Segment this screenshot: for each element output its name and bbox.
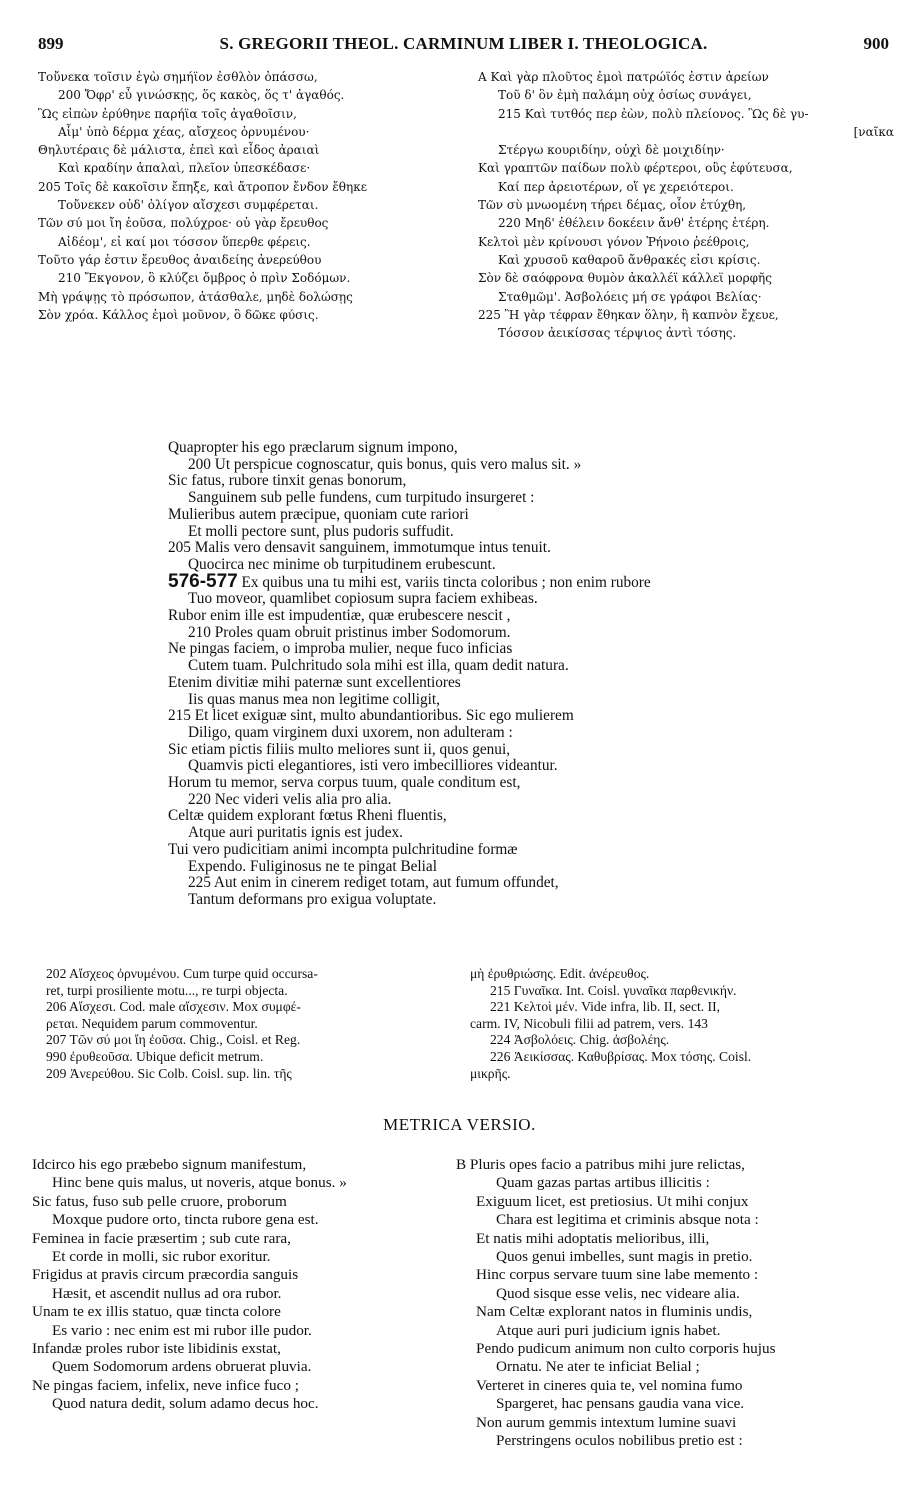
greek-line: Σὸν δὲ σαόφρονα θυμὸν ἀκαλλέϊ κάλλεϊ μορφῆς — [478, 271, 772, 286]
greek-text-left-column — [38, 68, 456, 324]
greek-line: 210 Ἔκγονον, ὃ κλύζει ὄμβρος ὁ πρὶν Σοδόμων. — [58, 271, 351, 286]
verse-line: Et natis mihi adoptatis melioribus, illi, — [476, 1229, 710, 1247]
greek-line: Τῶν σὺ μνωομένη τήρει δέμας, οἷον ἐτύχθη, — [478, 198, 747, 213]
greek-line: 220 Μηδ' ἐθέλειν δοκέειν ἄνθ' ἑτέρης ἑτέρη. — [498, 216, 770, 231]
greek-line: Τοῦ δ' ὃν ἐμὴ παλάμη οὐχ ὁσίως συνάγει, — [498, 88, 752, 103]
latin-line: Horum tu memor, serva corpus tuum, quale conditum est, — [168, 774, 521, 792]
latin-line: 200 Ut perspicue cognoscatur, quis bonus, quis vero malus sit. » — [188, 455, 582, 473]
greek-line: Σταθμῶμ'. Ἀσβολόεις μή σε γράφοι Βελίας· — [498, 289, 762, 304]
latin-line: Sic etiam pictis filiis multo meliores sunt ii, quos genui, — [168, 740, 511, 758]
footnote-line: 207 Τῶν σύ μοι ἴη ἐοῦσα. Chig., Coisl. et Reg. — [46, 1032, 301, 1048]
footnote-line: 226 Ἀεικίσσας. Καθυβρίσας. Mox τόσης. Coisl. — [490, 1048, 752, 1064]
verse-line: Et corde in molli, sic rubor exoritur. — [52, 1248, 271, 1266]
footnotes-right-column — [470, 966, 900, 1082]
greek-line: 225 Ἢ γὰρ τέφραν ἔθηκαν ὅλην, ἢ καπνὸν ἔχευε, — [478, 307, 779, 322]
latin-line: Cutem tuam. Pulchritudo sola mihi est illa, quam dedit natura. — [188, 657, 569, 675]
greek-line: Τοὔνεκα τοῖσιν ἐγὼ σημήϊον ἐσθλὸν ὀπάσσω, — [38, 70, 318, 84]
greek-line: Τοῦτο γάρ ἐστιν ἔρευθος ἀναιδείης ἀνερεύθου — [38, 252, 322, 267]
metrical-version-left-column — [32, 1156, 452, 1414]
verse-line: Quos genui imbelles, sunt magis in pretio. — [496, 1248, 753, 1266]
greek-line: A Καὶ γὰρ πλοῦτος ἐμοὶ πατρώϊός ἐστιν ἀρείων — [478, 70, 769, 84]
verse-line: Sic fatus, fuso sub pelle cruore, proborum — [32, 1192, 287, 1210]
footnote-line: 990 ἐρυθεοῦσα. Ubique deficit metrum. — [46, 1048, 264, 1064]
greek-line: 200 Ὄφρ' εὖ γινώσκῃς, ὅς κακὸς, ὅς τ' ἀγαθός. — [58, 88, 345, 103]
verse-line: Verteret in cineres quia te, vel nomina fumo — [476, 1376, 743, 1394]
latin-line: Iis quas manus mea non legitime colligit, — [188, 690, 440, 708]
greek-line: Αἰδέομ', εἰ καί μοι τόσσον ὕπερθε φέρεις. — [58, 234, 311, 249]
latin-translation — [168, 440, 868, 909]
greek-line: Καί περ ἀρειοτέρων, οἵ γε χερειότεροι. — [498, 179, 734, 194]
verse-line: Unam te ex illis statuo, quæ tincta colore — [32, 1303, 281, 1321]
verse-line: Atque auri puri judicium ignis habet. — [496, 1321, 721, 1339]
verse-line: Es vario : nec enim est mi rubor ille pudor. — [52, 1321, 312, 1339]
latin-line: Expendo. Fuliginosus ne te pingat Belial — [188, 857, 437, 875]
verse-line: Feminea in facie præsertim ; sub cute rara, — [32, 1229, 291, 1247]
greek-line: Ὣς εἰπὼν ἐρύθηνε παρήϊα τοῖς ἀγαθοῖσιν, — [38, 106, 297, 121]
greek-line: Καὶ γραπτῶν παίδων πολὺ φέρτεροι, οὓς ἐφύτευσα, — [478, 161, 793, 176]
footnote-line: 202 Αἴσχεος ὀρνυμένου. Cum turpe quid occursa- — [46, 966, 318, 981]
footnote-line: 224 Ἀσβολόεις. Chig. ἀσβολέης. — [490, 1032, 670, 1048]
footnote-line: 215 Γυναῖκα. Int. Coisl. γυναῖκα παρθενικήν. — [490, 982, 737, 998]
latin-line: Et molli pectore sunt, plus pudoris suffudit. — [188, 522, 454, 540]
footnote-line: 209 Ἀνερεύθου. Sic Colb. Coisl. sup. lin. τῆς — [46, 1065, 292, 1081]
greek-line: Κελτοὶ μὲν κρίνουσι γόνον Ῥήνοιο ῥεέθροις, — [478, 234, 750, 249]
verse-line: Exiguum licet, est pretiosius. Ut mihi conjux — [476, 1192, 749, 1210]
verse-line: Quam gazas partas artibus illicitis : — [496, 1174, 710, 1192]
verse-line: Quem Sodomorum ardens obruerat pluvia. — [52, 1358, 312, 1376]
greek-line: Αἷμ' ὑπὸ δέρμα χέας, αἴσχεος ὀρνυμένου· — [58, 124, 310, 139]
footnote-line: 206 Αἴσχεσι. Cod. male αἴσχεσιν. Mox συμφέ- — [46, 999, 301, 1015]
verse-line: Quod sisque esse velis, nec videare alia. — [496, 1284, 740, 1302]
verse-line: Quod natura dedit, solum adamo decus hoc. — [52, 1395, 319, 1413]
footnote-line: ret, turpi prosiliente motu..., re turpi objecta. — [46, 982, 288, 998]
verse-line: Spargeret, hac pensans gaudia vana vice. — [496, 1395, 745, 1413]
greek-text-right-column — [478, 68, 898, 342]
greek-line: Καὶ κραδίην ἁπαλαὶ, πλεῖον ὑπεσκέδασε· — [58, 161, 311, 176]
footnote-line: μὴ ἐρυθριώσης. Edit. ἀνέρευθος. — [470, 966, 650, 981]
verse-line: Hinc corpus servare tuum sine labe memento : — [476, 1266, 759, 1284]
footnotes-left-column — [46, 966, 456, 1082]
verse-line: Nam Celtæ explorant natos in fluminis undis, — [476, 1303, 753, 1321]
latin-line: 205 Malis vero densavit sanguinem, immotumque intus tenuit. — [168, 539, 551, 557]
page-number-left: 899 — [38, 34, 64, 53]
latin-line: Rubor enim ille est impudentiæ, quæ erubescere nescit , — [168, 607, 511, 625]
latin-line: Mulieribus autem præcipue, quoniam cute rariori — [168, 505, 469, 523]
verse-line: Perstringens oculos nobilibus pretio est : — [496, 1432, 743, 1450]
latin-line: Diligo, quam virginem duxi uxorem, non adulteram : — [188, 723, 513, 741]
verse-line: Pendo pudicum animum non culto corporis hujus — [476, 1340, 776, 1358]
verse-line: Non aurum gemmis intextum lumine suavi — [476, 1413, 737, 1431]
verse-line: Hæsit, et ascendit nullus ad ora rubor. — [52, 1284, 282, 1302]
latin-line: 210 Proles quam obruit pristinus imber Sodomorum. — [188, 623, 511, 641]
verse-line: Hinc bene quis malus, ut noveris, atque bonus. » — [52, 1174, 347, 1192]
verse-line: Infandæ proles rubor iste libidinis exstat, — [32, 1340, 281, 1358]
greek-line: Τοὔνεκεν οὐδ' ὀλίγον αἴσχεσι συμφέρεται. — [58, 198, 319, 213]
verse-line: Idcirco his ego præbebo signum manifestum, — [32, 1156, 307, 1173]
footnote-line: ρεται. Nequidem parum commoventur. — [46, 1015, 258, 1031]
verse-line: B Pluris opes facio a patribus mihi jure relictas, — [456, 1156, 745, 1173]
greek-line: Τόσσον ἀεικίσσας τέρψιος ἀντὶ τόσης. — [498, 326, 737, 341]
latin-line: Atque auri puritatis ignis est judex. — [188, 824, 403, 842]
verse-line: Moxque pudore orto, tincta rubore gena est. — [52, 1211, 319, 1229]
greek-line: 215 Καὶ τυτθός περ ἐὼν, πολὺ πλείονος. Ὣς δὲ γυ- — [498, 106, 809, 121]
verse-line: Chara est legitima et criminis absque nota : — [496, 1211, 759, 1229]
latin-line: Ne pingas faciem, o improba mulier, neque fuco inficias — [168, 640, 513, 658]
footnote-line: carm. IV, Nicobuli filii ad patrem, vers. 143 — [470, 1015, 708, 1031]
greek-line-continuation: [ναῖκα — [853, 124, 894, 139]
latin-line: Quocirca nec minime ob turpitudinem erubescunt. — [188, 555, 496, 573]
latin-line: Etenim divitiæ mihi paternæ sunt excellentiores — [168, 673, 461, 691]
latin-line: Sic fatus, rubore tinxit genas bonorum, — [168, 472, 407, 490]
running-header — [38, 34, 889, 56]
verse-line: Frigidus at pravis circum præcordia sanguis — [32, 1266, 299, 1284]
latin-line: Tantum deformans pro exigua voluptate. — [188, 890, 437, 908]
greek-line: Σὸν χρόα. Κάλλος ἐμοὶ μοῦνον, ὃ δῶκε φύσις. — [38, 307, 319, 322]
section-title: METRICA VERSIO. — [383, 1115, 536, 1134]
latin-line: Tuo moveor, quamlibet copiosum supra faciem exhibeas. — [188, 590, 538, 608]
latin-line: Tui vero pudicitiam animi incompta pulchritudine formæ — [168, 840, 518, 858]
greek-line: Μὴ γράψῃς τὸ πρόσωπον, ἀτάσθαλε, μηδὲ δολώσῃς — [38, 289, 353, 304]
greek-line: Καὶ χρυσοῦ καθαροῦ ἄνθρακές εἰσι κρίσις. — [498, 252, 761, 267]
latin-line: 225 Aut enim in cinerem rediget totam, aut fumum offundet, — [188, 874, 559, 892]
column-reference-number: 576-577 — [168, 570, 238, 592]
latin-line: Quamvis picti elegantiores, isti vero imbecilliores videantur. — [188, 757, 558, 775]
verse-line: Ornatu. Ne ater te inficiat Belial ; — [496, 1358, 700, 1376]
footnote-line: 221 Κελτοὶ μέν. Vide infra, lib. II, sect. II, — [490, 999, 721, 1015]
verse-line: Ne pingas faciem, infelix, neve infice fuco ; — [32, 1376, 299, 1394]
footnote-line: μικρῆς. — [470, 1065, 511, 1081]
greek-line: Τῶν σύ μοι ἴη ἐοῦσα, πολύχροε· οὐ γὰρ ἔρευθος — [38, 216, 329, 231]
latin-line: Quapropter his ego præclarum signum impono, — [168, 439, 458, 456]
latin-line: Sanguinem sub pelle fundens, cum turpitudo insurgeret : — [188, 489, 535, 507]
greek-line: 205 Τοῖς δὲ κακοῖσιν ἔπηξε, καὶ ἄτροπον ἔνδον ἔθηκε — [38, 179, 367, 194]
latin-line: 215 Et licet exiguæ sint, multo abundantioribus. Sic ego mulierem — [168, 707, 574, 725]
latin-line: Celtæ quidem explorant fœtus Rheni fluentis, — [168, 807, 447, 825]
greek-line: Στέργω κουριδίην, οὐχὶ δὲ μοιχιδίην· — [498, 143, 725, 158]
greek-line: Θηλυτέραις δὲ μάλιστα, ἐπεὶ καὶ εἶδος ἀραιαὶ — [38, 143, 320, 158]
latin-line: 220 Nec videri velis alia pro alia. — [188, 790, 392, 808]
page-number-right: 900 — [863, 34, 889, 53]
running-title: S. GREGORII THEOL. CARMINUM LIBER I. THEOLOGICA. — [219, 34, 708, 53]
metrical-version-right-column — [456, 1156, 906, 1451]
latin-line: 576-577 Ex quibus una tu mihi est, variis tincta coloribus ; non enim rubore — [168, 570, 651, 592]
